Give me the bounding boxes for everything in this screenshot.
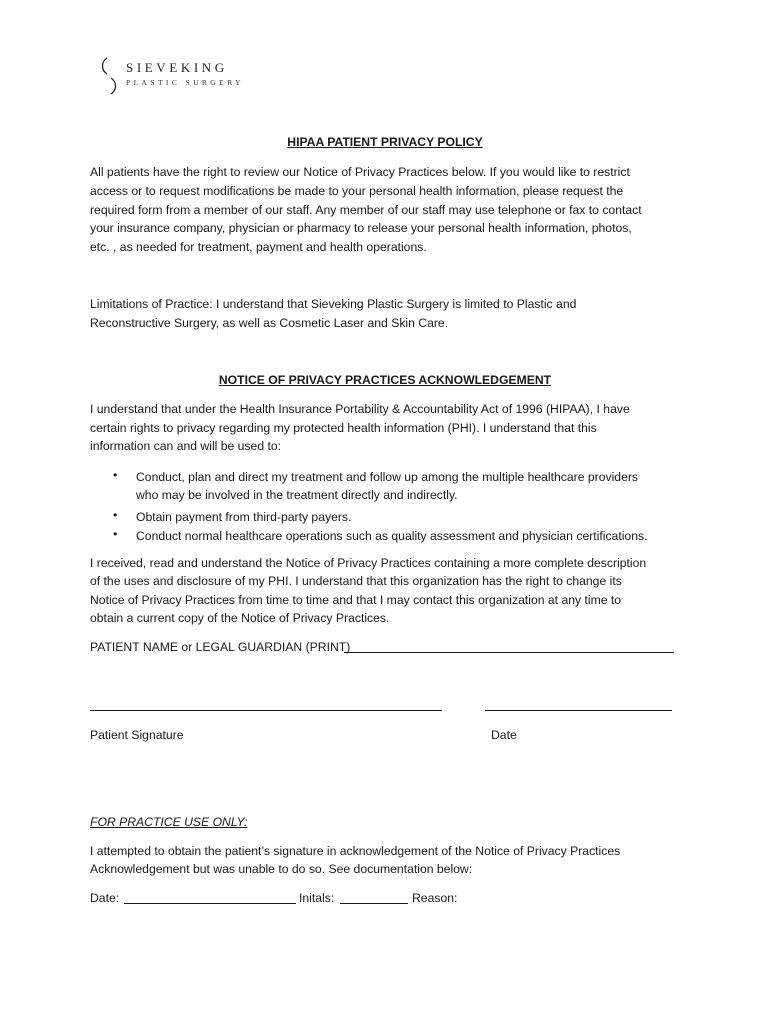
policy-line: access or to request modifications be made to your personal health information, please request the xyxy=(90,184,624,198)
policy-heading: HIPAA PATIENT PRIVACY POLICY xyxy=(287,135,483,149)
bullet-line: Conduct, plan and direct my treatment and follow up among the multiple healthcare providers xyxy=(136,470,638,484)
bullet-line: Obtain payment from third-party payers. xyxy=(136,510,352,524)
received-line: obtain a current copy of the Notice of Privacy Practices. xyxy=(90,611,390,625)
received-line: of the uses and disclosure of my PHI. I understand that this organization has the right to change its xyxy=(90,574,622,588)
bullet-icon: • xyxy=(113,508,118,522)
bullet-line: Conduct normal healthcare operations such as quality assessment and physician certifications. xyxy=(136,529,648,543)
notice-intro-line: information can and will be used to: xyxy=(90,439,282,453)
logo-name: SIEVEKING xyxy=(126,60,228,75)
policy-line: etc. , as needed for treatment, payment and health operations. xyxy=(90,240,427,254)
practice-use-heading: FOR PRACTICE USE ONLY: xyxy=(90,815,248,829)
reason-label: Reason: xyxy=(412,891,458,905)
policy-line: required form from a member of our staff. Any member of our staff may use telephone or fax to contact xyxy=(90,203,642,217)
practice-line: I attempted to obtain the patient’s signature in acknowledgement of the Notice of Privacy Practices xyxy=(90,844,621,858)
sieveking-logo xyxy=(98,56,268,98)
practice-date-field[interactable] xyxy=(124,903,296,904)
practice-date-label: Date: xyxy=(90,891,120,905)
bullet-line: who may be involved in the treatment directly and indirectly. xyxy=(136,488,458,502)
notice-intro-line: certain rights to privacy regarding my protected health information (PHI). I understand that this xyxy=(90,421,597,435)
policy-line: All patients have the right to review our Notice of Privacy Practices below. If you would like to restrict xyxy=(90,165,630,179)
notice-heading: NOTICE OF PRIVACY PRACTICES ACKNOWLEDGEMENT xyxy=(218,373,552,387)
received-line: I received, read and understand the Notice of Privacy Practices containing a more complete description xyxy=(90,556,647,570)
practice-line: Acknowledgement but was unable to do so. See documentation below: xyxy=(90,862,473,876)
policy-line: your insurance company, physician or pharmacy to release your personal health information, photos, xyxy=(90,221,632,235)
date-field[interactable] xyxy=(485,710,672,711)
patient-name-field[interactable] xyxy=(344,652,674,653)
patient-signature-label: Patient Signature xyxy=(90,728,184,742)
patient-name-label: PATIENT NAME or LEGAL GUARDIAN (PRINT) xyxy=(90,640,351,654)
initials-field[interactable] xyxy=(340,903,408,904)
logo-subtitle: PLASTIC SURGERY xyxy=(126,78,244,87)
patient-signature-field[interactable] xyxy=(90,710,442,711)
limitations-line: Reconstructive Surgery, as well as Cosmetic Laser and Skin Care. xyxy=(90,316,449,330)
bullet-icon: • xyxy=(113,527,118,541)
initials-label: Initals: xyxy=(299,891,335,905)
logo-mark-icon xyxy=(98,56,122,96)
bullet-icon: • xyxy=(113,468,118,482)
notice-intro-line: I understand that under the Health Insurance Portability & Accountability Act of 1996 (HIPAA), I have xyxy=(90,402,630,416)
received-line: Notice of Privacy Practices from time to time and that I may contact this organization at any time to xyxy=(90,593,622,607)
date-label: Date xyxy=(491,728,517,742)
limitations-line: Limitations of Practice: I understand that Sieveking Plastic Surgery is limited to Plastic and xyxy=(90,297,577,311)
